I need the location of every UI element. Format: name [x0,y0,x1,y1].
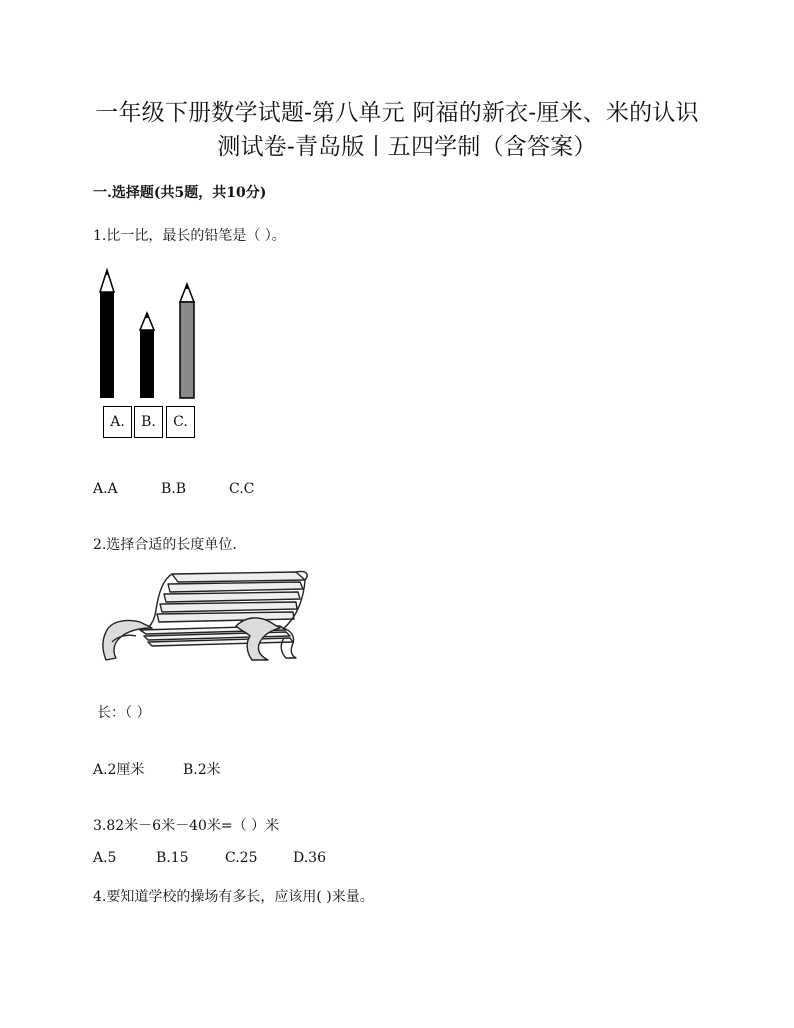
question-1-text: 1.比一比，最长的铅笔是（ ）。 [93,228,286,244]
q2-option-a: A.2厘米 [93,762,145,778]
question-3-text: 3.82米－6米－40米=（ ）米 [93,818,280,834]
q3-option-b: B.15 [156,850,189,866]
pencil-a [100,269,114,398]
question-4-text: 4.要知道学校的操场有多长，应该用( )来量。 [93,889,374,905]
pencil-label-c: C. [166,406,195,438]
pencil-label-b: B. [134,406,163,438]
pencils-figure [95,264,215,404]
q3-option-d: D.36 [293,850,326,866]
q3-option-a: A.5 [93,850,117,866]
page-title-line-1: 一年级下册数学试题-第八单元 阿福的新衣-厘米、米的认识 [95,100,699,126]
q2-length-prompt: 长：（ ） [97,705,151,721]
q3-option-c: C.25 [225,850,258,866]
q1-option-a: A.A [93,481,118,497]
q2-option-b: B.2米 [183,762,221,778]
q1-option-c: C.C [229,481,255,497]
pencil-b [140,312,154,398]
page-title-line-2: 测试卷-青岛版丨五四学制（含答案） [217,134,597,160]
q1-option-b: B.B [161,481,187,497]
pencil-c [180,283,194,398]
question-2-text: 2.选择合适的长度单位. [93,537,237,553]
bench-illustration [100,566,312,666]
section-heading: 一.选择题(共5题，共10分) [93,185,267,201]
pencil-label-a: A. [103,406,132,438]
